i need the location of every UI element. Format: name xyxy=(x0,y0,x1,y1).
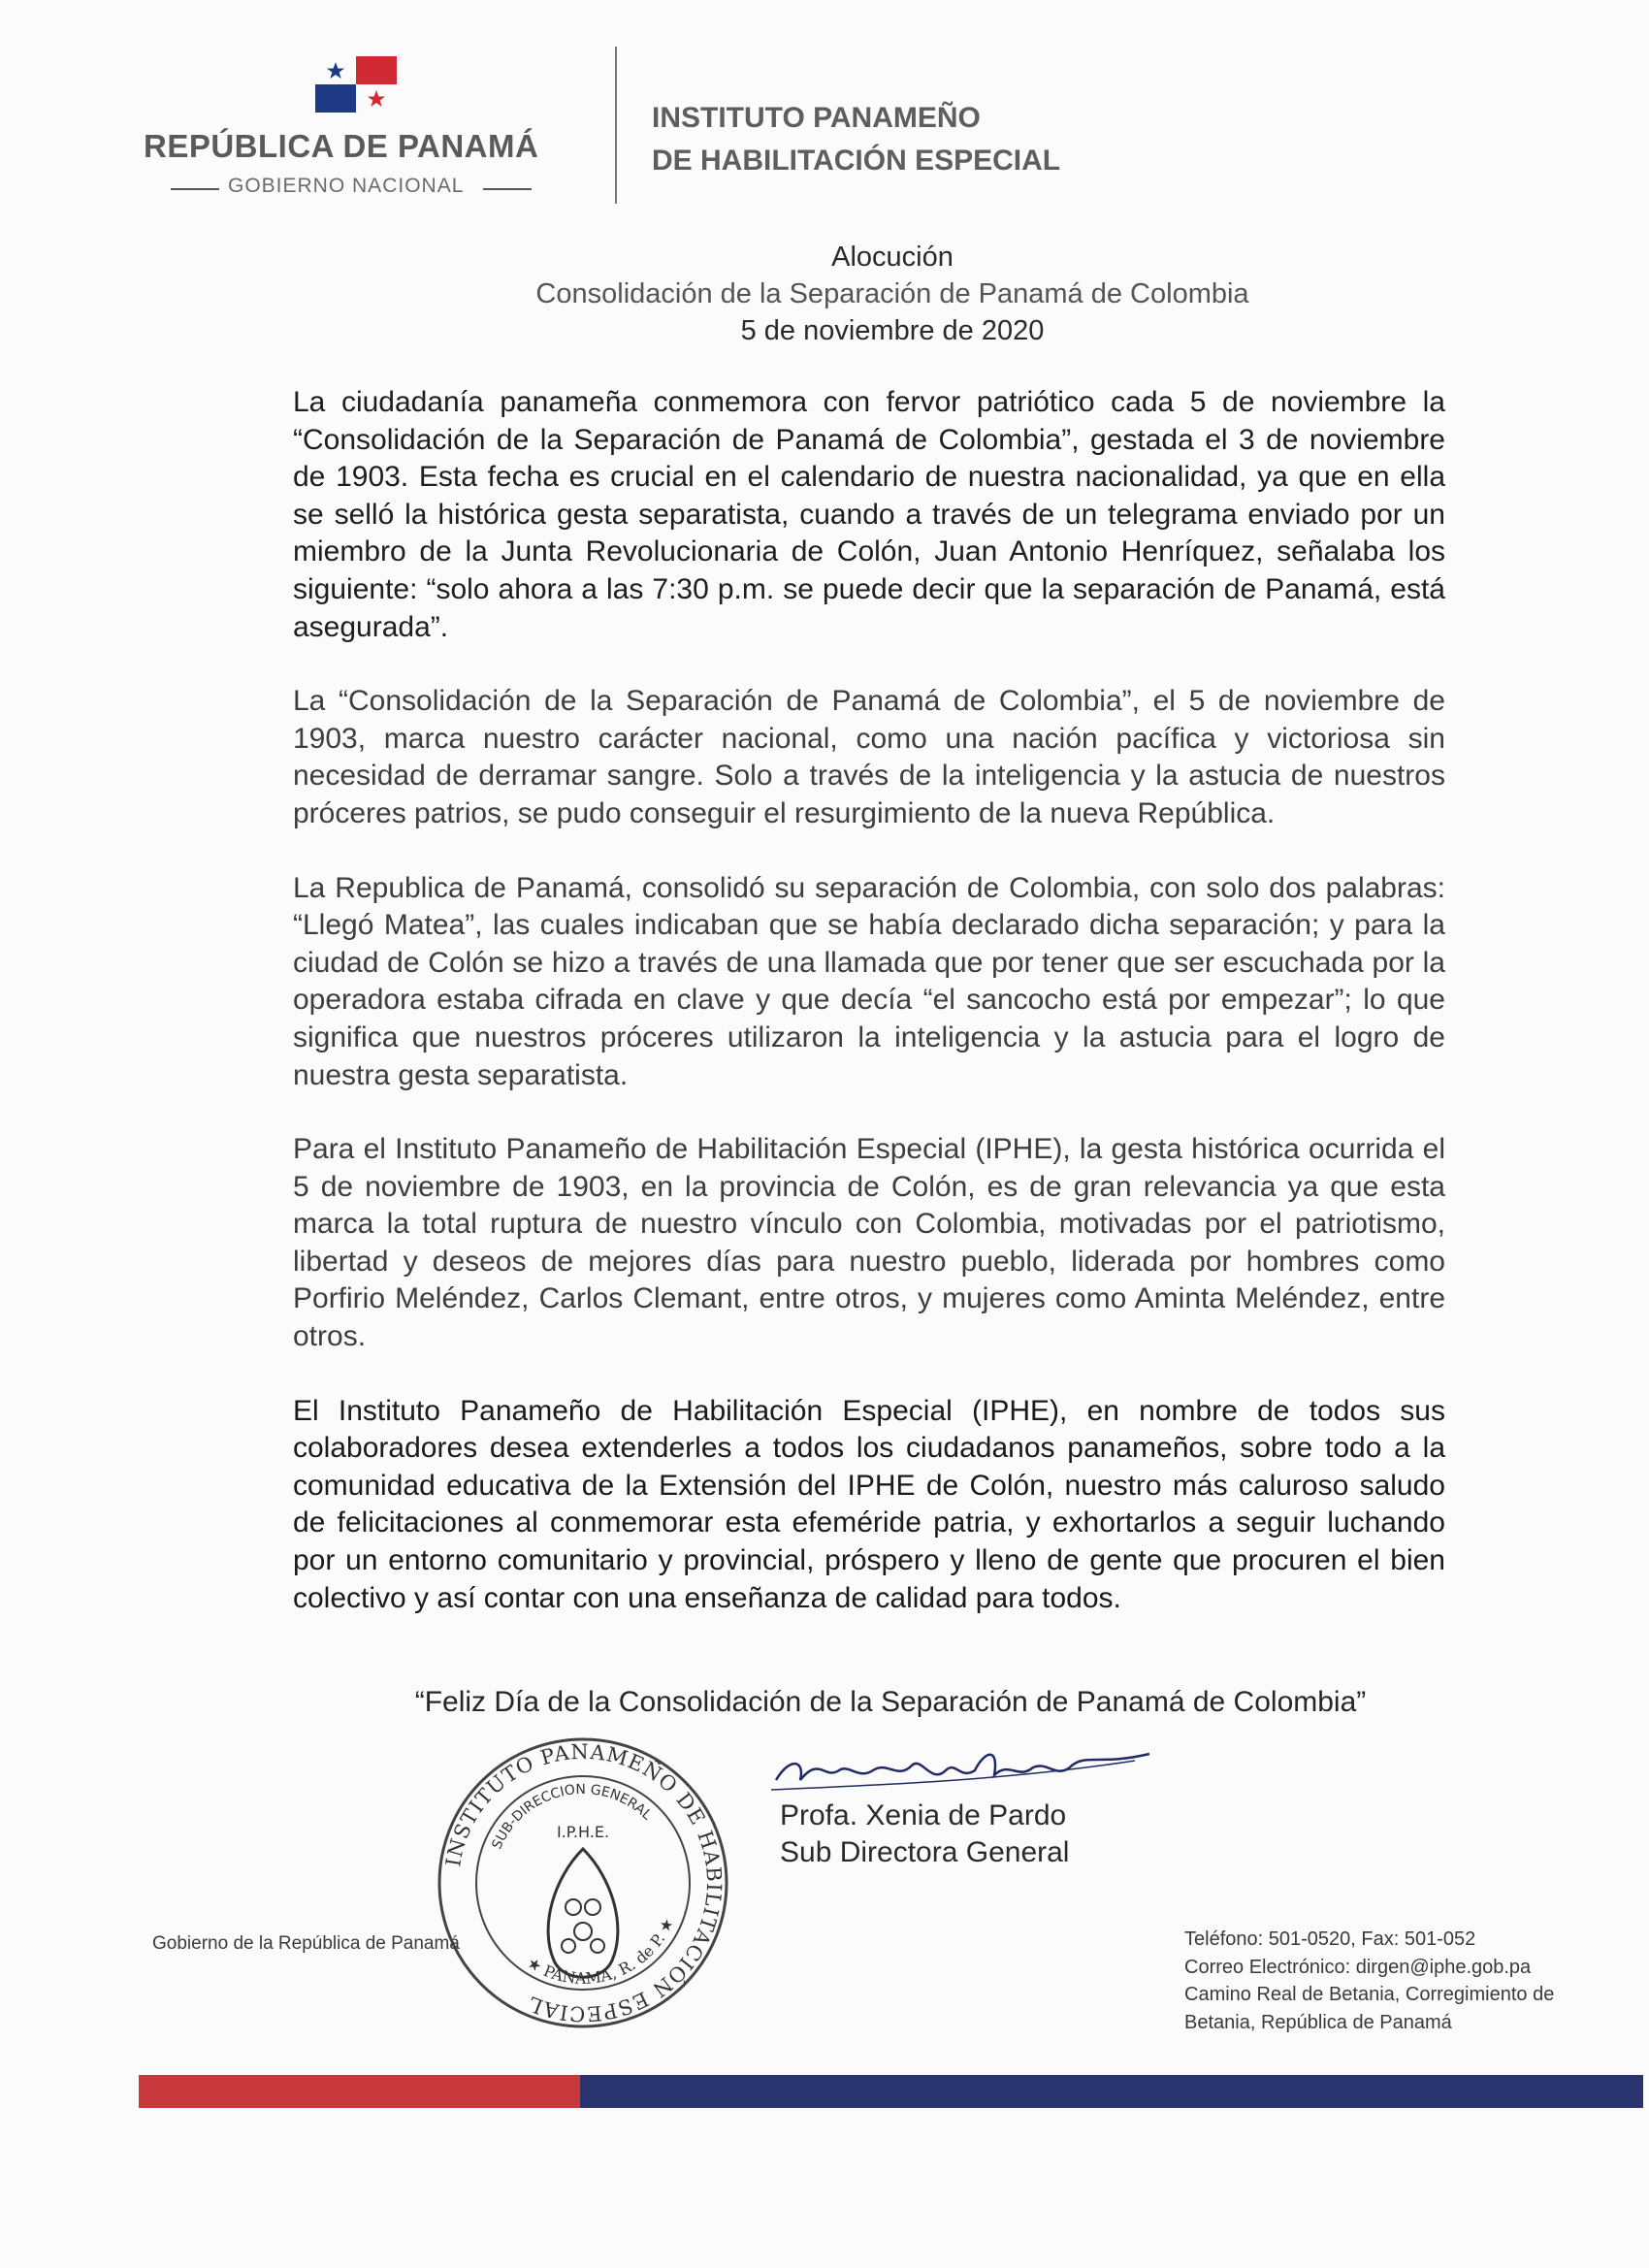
institute-line-1: INSTITUTO PANAMEÑO xyxy=(652,102,981,134)
paragraph-2: La “Consolidación de la Separación de Panamá de Colombia”, el 5 de noviembre de 1903, marca nuestro carácter nacional, como una nación pacífica y victoriosa sin necesidad de derramar sangre. Solo a través de la inteligencia y la astucia de nuestros próceres patrios, se pudo conseguir el resurgimiento de la nueva República. xyxy=(293,685,1445,829)
institute-line-2: DE HABILITACIÓN ESPECIAL xyxy=(652,145,1061,177)
footer-address-1: Camino Real de Betania, Corregimiento de xyxy=(1184,1984,1555,2005)
document-heading xyxy=(0,239,1649,349)
panama-flag-logo xyxy=(315,56,397,113)
paragraph-5: El Instituto Panameño de Habilitación Especial (IPHE), en nombre de todos sus colaboradores desea extenderles a todos los ciudadanos panameños, sobre todo a la comunidad educativa de la Extensión del IPHE de Colón, nuestro más caluroso saludo de felicitaciones al conmemorar esta efeméride patria, y exhortarlos a seguir luchando por un entorno comunitario y provincial, próspero y lleno de gente que procuren el bien colectivo y así contar con una enseñanza de calidad para todos. xyxy=(293,1394,1445,1614)
paragraph-3: La Republica de Panamá, consolidó su separación de Colombia, con solo dos palabras: “Llegó Matea”, las cuales indicaban que se había declarado dicha separación; y para la ciudad de Colón se hizo a través de una llamada que por tener que ser escuchada por la operadora estaba cifrada en clave y que decía “el sancocho está por empezar”; lo que significa que nuestros próceres utilizaron la inteligencia y la astucia para el logro de nuestra gesta separatista. xyxy=(293,871,1445,1091)
footer-bar-blue xyxy=(580,2075,1643,2108)
footer-phone: Teléfono: 501-0520, Fax: 501-052 xyxy=(1184,1928,1476,1950)
document-title: Alocución xyxy=(831,242,954,273)
svg-text:SUB-DIRECCION GENERAL: SUB-DIRECCION GENERAL xyxy=(489,1781,655,1852)
paragraph-1: La ciudadanía panameña conmemora con fervor patriótico cada 5 de noviembre la “Consolidación de la Separación de Panamá de Colombia”, gestada el 3 de noviembre de 1903. Esta fecha es crucial en el calendario de nuestra nacionalidad, ya que en ella se selló la histórica gesta separatista, cuando a través de un telegrama enviado por un miembro de la Junta Revolucionaria de Colón, Juan Antonio Henríquez, señalaba los siguiente: “solo ahora a las 7:30 p.m. se puede decir que la separación de Panamá, está asegurada”. xyxy=(293,386,1445,643)
document-date: 5 de noviembre de 2020 xyxy=(740,315,1045,346)
country-name: REPÚBLICA DE PANAMÁ xyxy=(144,128,539,164)
footer-email: Correo Electrónico: dirgen@iphe.gob.pa xyxy=(1184,1956,1532,1978)
government-label: GOBIERNO NACIONAL xyxy=(228,175,465,197)
institute-seal xyxy=(433,1733,733,2033)
signer-name: Profa. Xenia de Pardo xyxy=(780,1799,1067,1831)
institute-name xyxy=(652,97,1060,182)
svg-text:I.P.H.E.: I.P.H.E. xyxy=(556,1823,610,1841)
paragraph-4: Para el Instituto Panameño de Habilitación Especial (IPHE), la gesta histórica ocurrida el 5 de noviembre de 1903, en la provincia de Colón, es de gran relevancia ya que esta marca la total ruptura de nuestro vínculo con Colombia, motivadas por el patriotismo, libertad y deseos de mejores días para nuestro pueblo, liderada por hombres como Porfirio Meléndez, Carlos Clemant, entre otros, y mujeres como Aminta Meléndez, entre otros. xyxy=(293,1133,1445,1353)
svg-text:INSTITUTO PANAMEÑO DE HABILITA: INSTITUTO PANAMEÑO DE HABILITACIÓN ESPECIAL xyxy=(441,1739,727,2026)
footer-bar-red xyxy=(139,2075,580,2108)
document-subtitle: Consolidación de la Separación de Panamá de Colombia xyxy=(535,278,1249,309)
footer-government: Gobierno de la República de Panamá xyxy=(152,1933,460,1954)
signer-role: Sub Directora General xyxy=(780,1836,1070,1868)
signer-block xyxy=(780,1798,1069,1871)
svg-text:★ PANAMA, R. de P. ★: ★ PANAMA, R. de P. ★ xyxy=(524,1915,678,1989)
handwritten-signature xyxy=(766,1736,1154,1799)
footer-contact xyxy=(1184,1926,1554,2036)
header-divider xyxy=(615,47,617,204)
footer-address-2: Betania, República de Panamá xyxy=(1184,2011,1452,2033)
document-body xyxy=(293,384,1445,1654)
closing-line: “Feliz Día de la Consolidación de la Separación de Panamá de Colombia” xyxy=(414,1686,1367,1718)
